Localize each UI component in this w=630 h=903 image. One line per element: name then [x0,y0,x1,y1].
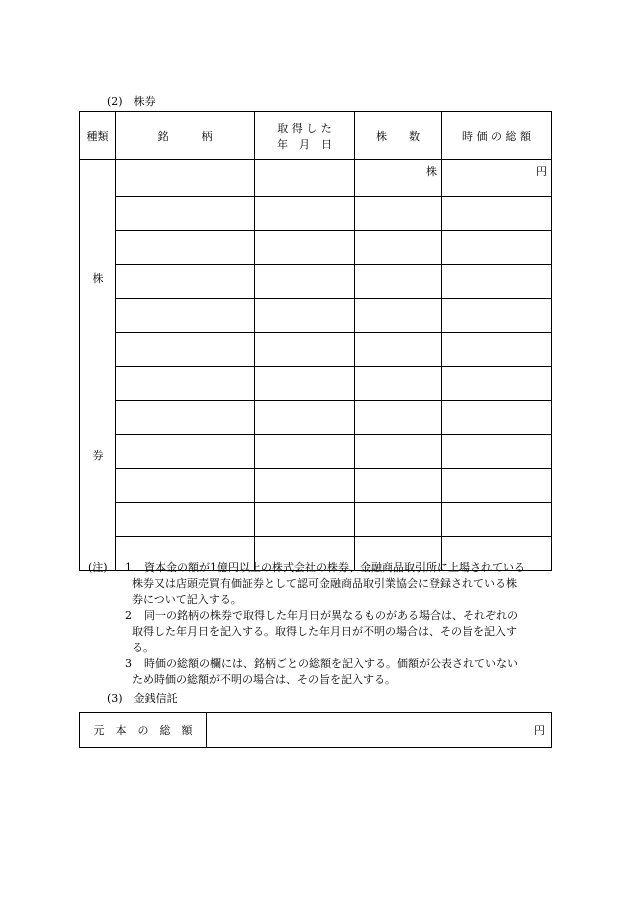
header-acquired-line1: 取 得 し た [277,121,332,135]
table-row [80,469,552,503]
table-row [80,299,552,333]
shares-cell[interactable] [355,160,442,197]
table-row [80,333,552,367]
table-row [80,160,552,197]
shares-cell[interactable] [355,367,442,401]
acquired-date-cell[interactable] [255,401,355,435]
value-cell[interactable] [442,435,552,469]
principal-total-cell[interactable] [207,713,552,748]
acquired-date-cell[interactable] [255,333,355,367]
header-shares-label: 株 数 [376,129,420,143]
brand-cell[interactable] [116,435,255,469]
shares-cell[interactable] [355,333,442,367]
header-acquired-date [255,112,355,160]
kind-cell [80,160,116,571]
notes-label: (注) [88,561,108,574]
header-value-label: 時 価 の 総 額 [462,129,531,143]
kind-char-1: 株 [92,272,104,285]
acquired-date-cell[interactable] [255,435,355,469]
value-cell[interactable] [442,333,552,367]
header-kind: 種類 [80,112,116,160]
note-2-line-2: 取得した年月日を記入する。取得した年月日が不明の場合は、その旨を記入す [132,625,517,638]
table-row [80,367,552,401]
acquired-date-cell[interactable] [255,265,355,299]
value-cell[interactable] [442,265,552,299]
acquired-date-cell[interactable] [255,299,355,333]
shares-cell[interactable] [355,265,442,299]
acquired-date-cell[interactable] [255,231,355,265]
brand-cell[interactable] [116,197,255,231]
shares-cell[interactable] [355,469,442,503]
acquired-date-cell[interactable] [255,160,355,197]
header-value [442,112,552,160]
brand-cell[interactable] [116,160,255,197]
principal-total-label [80,713,207,748]
acquired-date-cell[interactable] [255,503,355,537]
note-2-line-3: る。 [132,641,154,654]
value-cell[interactable] [442,469,552,503]
header-acquired-line2: 年 月 日 [277,137,332,151]
trust-table [79,712,552,748]
brand-cell[interactable] [116,299,255,333]
trust-row [80,713,552,748]
table-row [80,401,552,435]
brand-cell[interactable] [116,469,255,503]
trust-section-title: (3) 金銭信託 [107,692,178,705]
stocks-header-row [80,112,552,160]
shares-unit: 株 [426,165,437,178]
brand-cell[interactable] [116,503,255,537]
acquired-date-cell[interactable] [255,367,355,401]
table-row [80,265,552,299]
principal-unit: 円 [534,724,545,737]
note-3-line-2: ため時価の総額が不明の場合は、その旨を記入する。 [132,673,396,686]
header-shares [355,112,442,160]
value-cell[interactable] [442,367,552,401]
table-row [80,231,552,265]
note-2-number: 2 [125,609,132,622]
note-1-line-2: 株券又は店頭売買有価証券として認可金融商品取引業協会に登録されている株 [132,577,517,590]
note-1-line-3: 券について記入する。 [132,593,242,606]
table-row [80,503,552,537]
value-cell[interactable] [442,197,552,231]
note-1-number: 1 [125,561,132,574]
stocks-table [79,111,552,571]
acquired-date-cell[interactable] [255,197,355,231]
brand-cell[interactable] [116,333,255,367]
note-2-line-1: 同一の銘柄の株券で取得した年月日が異なるものがある場合は、それぞれの [144,609,518,622]
notes-block [88,560,558,690]
note-1-line-1: 資本金の額が1億円以上の株式会社の株券、金融商品取引所に上場されている [144,561,525,574]
value-cell[interactable] [442,231,552,265]
value-cell[interactable] [442,160,552,197]
header-brand-label: 銘 柄 [157,129,213,143]
table-row [80,197,552,231]
brand-cell[interactable] [116,401,255,435]
table-row [80,435,552,469]
brand-cell[interactable] [116,265,255,299]
kind-char-2: 券 [92,449,104,462]
note-3-number: 3 [125,657,132,670]
shares-cell[interactable] [355,197,442,231]
brand-cell[interactable] [116,231,255,265]
note-3-line-1: 時価の総額の欄には、銘柄ごとの総額を記入する。価額が公表されていない [144,657,518,670]
shares-cell[interactable] [355,299,442,333]
value-cell[interactable] [442,299,552,333]
shares-cell[interactable] [355,503,442,537]
brand-cell[interactable] [116,367,255,401]
value-cell[interactable] [442,401,552,435]
shares-cell[interactable] [355,231,442,265]
shares-cell[interactable] [355,435,442,469]
value-cell[interactable] [442,503,552,537]
stocks-section-title: (2) 株券 [107,95,156,108]
acquired-date-cell[interactable] [255,469,355,503]
principal-total-label-text: 元 本 の 総 額 [93,724,193,737]
shares-cell[interactable] [355,401,442,435]
value-unit: 円 [536,165,547,178]
header-brand [116,112,255,160]
